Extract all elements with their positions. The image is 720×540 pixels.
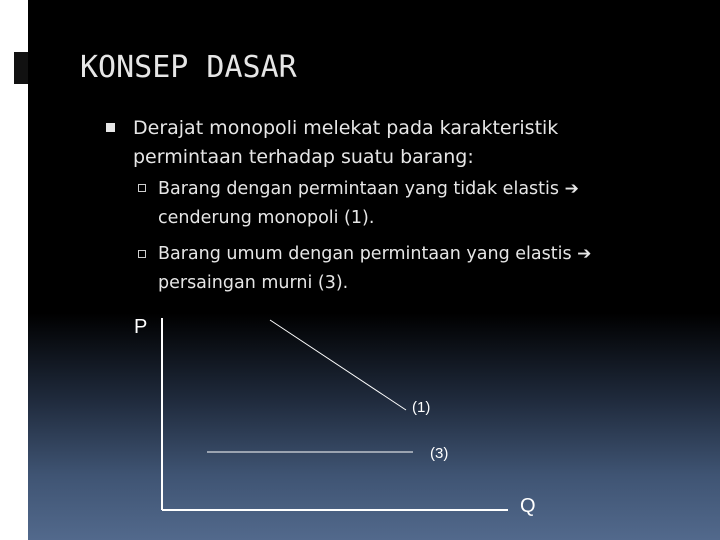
arrow-right-icon: ➔ xyxy=(577,244,592,264)
sub-bullet-1-text-a: Barang dengan permintaan yang tidak elastis xyxy=(158,179,565,199)
line-label-1: (1) xyxy=(412,399,431,416)
sub-bullet-2-text-b: persaingan murni (3). xyxy=(158,273,349,293)
line-label-3: (3) xyxy=(430,445,449,462)
y-axis-label: P xyxy=(134,316,148,338)
demand-line-inelastic xyxy=(270,320,406,410)
x-axis-label: Q xyxy=(520,495,536,517)
sub-bullet-1-text-b: cenderung monopoli (1). xyxy=(158,208,375,228)
sub-bullet-2-text-a: Barang umum dengan permintaan yang elastis xyxy=(158,244,578,264)
slide-title: KONSEP DASAR xyxy=(80,50,297,85)
arrow-right-icon: ➔ xyxy=(564,179,579,199)
main-bullet-text: Derajat monopoli melekat pada karakteristik permintaan terhadap suatu barang: xyxy=(133,117,559,168)
